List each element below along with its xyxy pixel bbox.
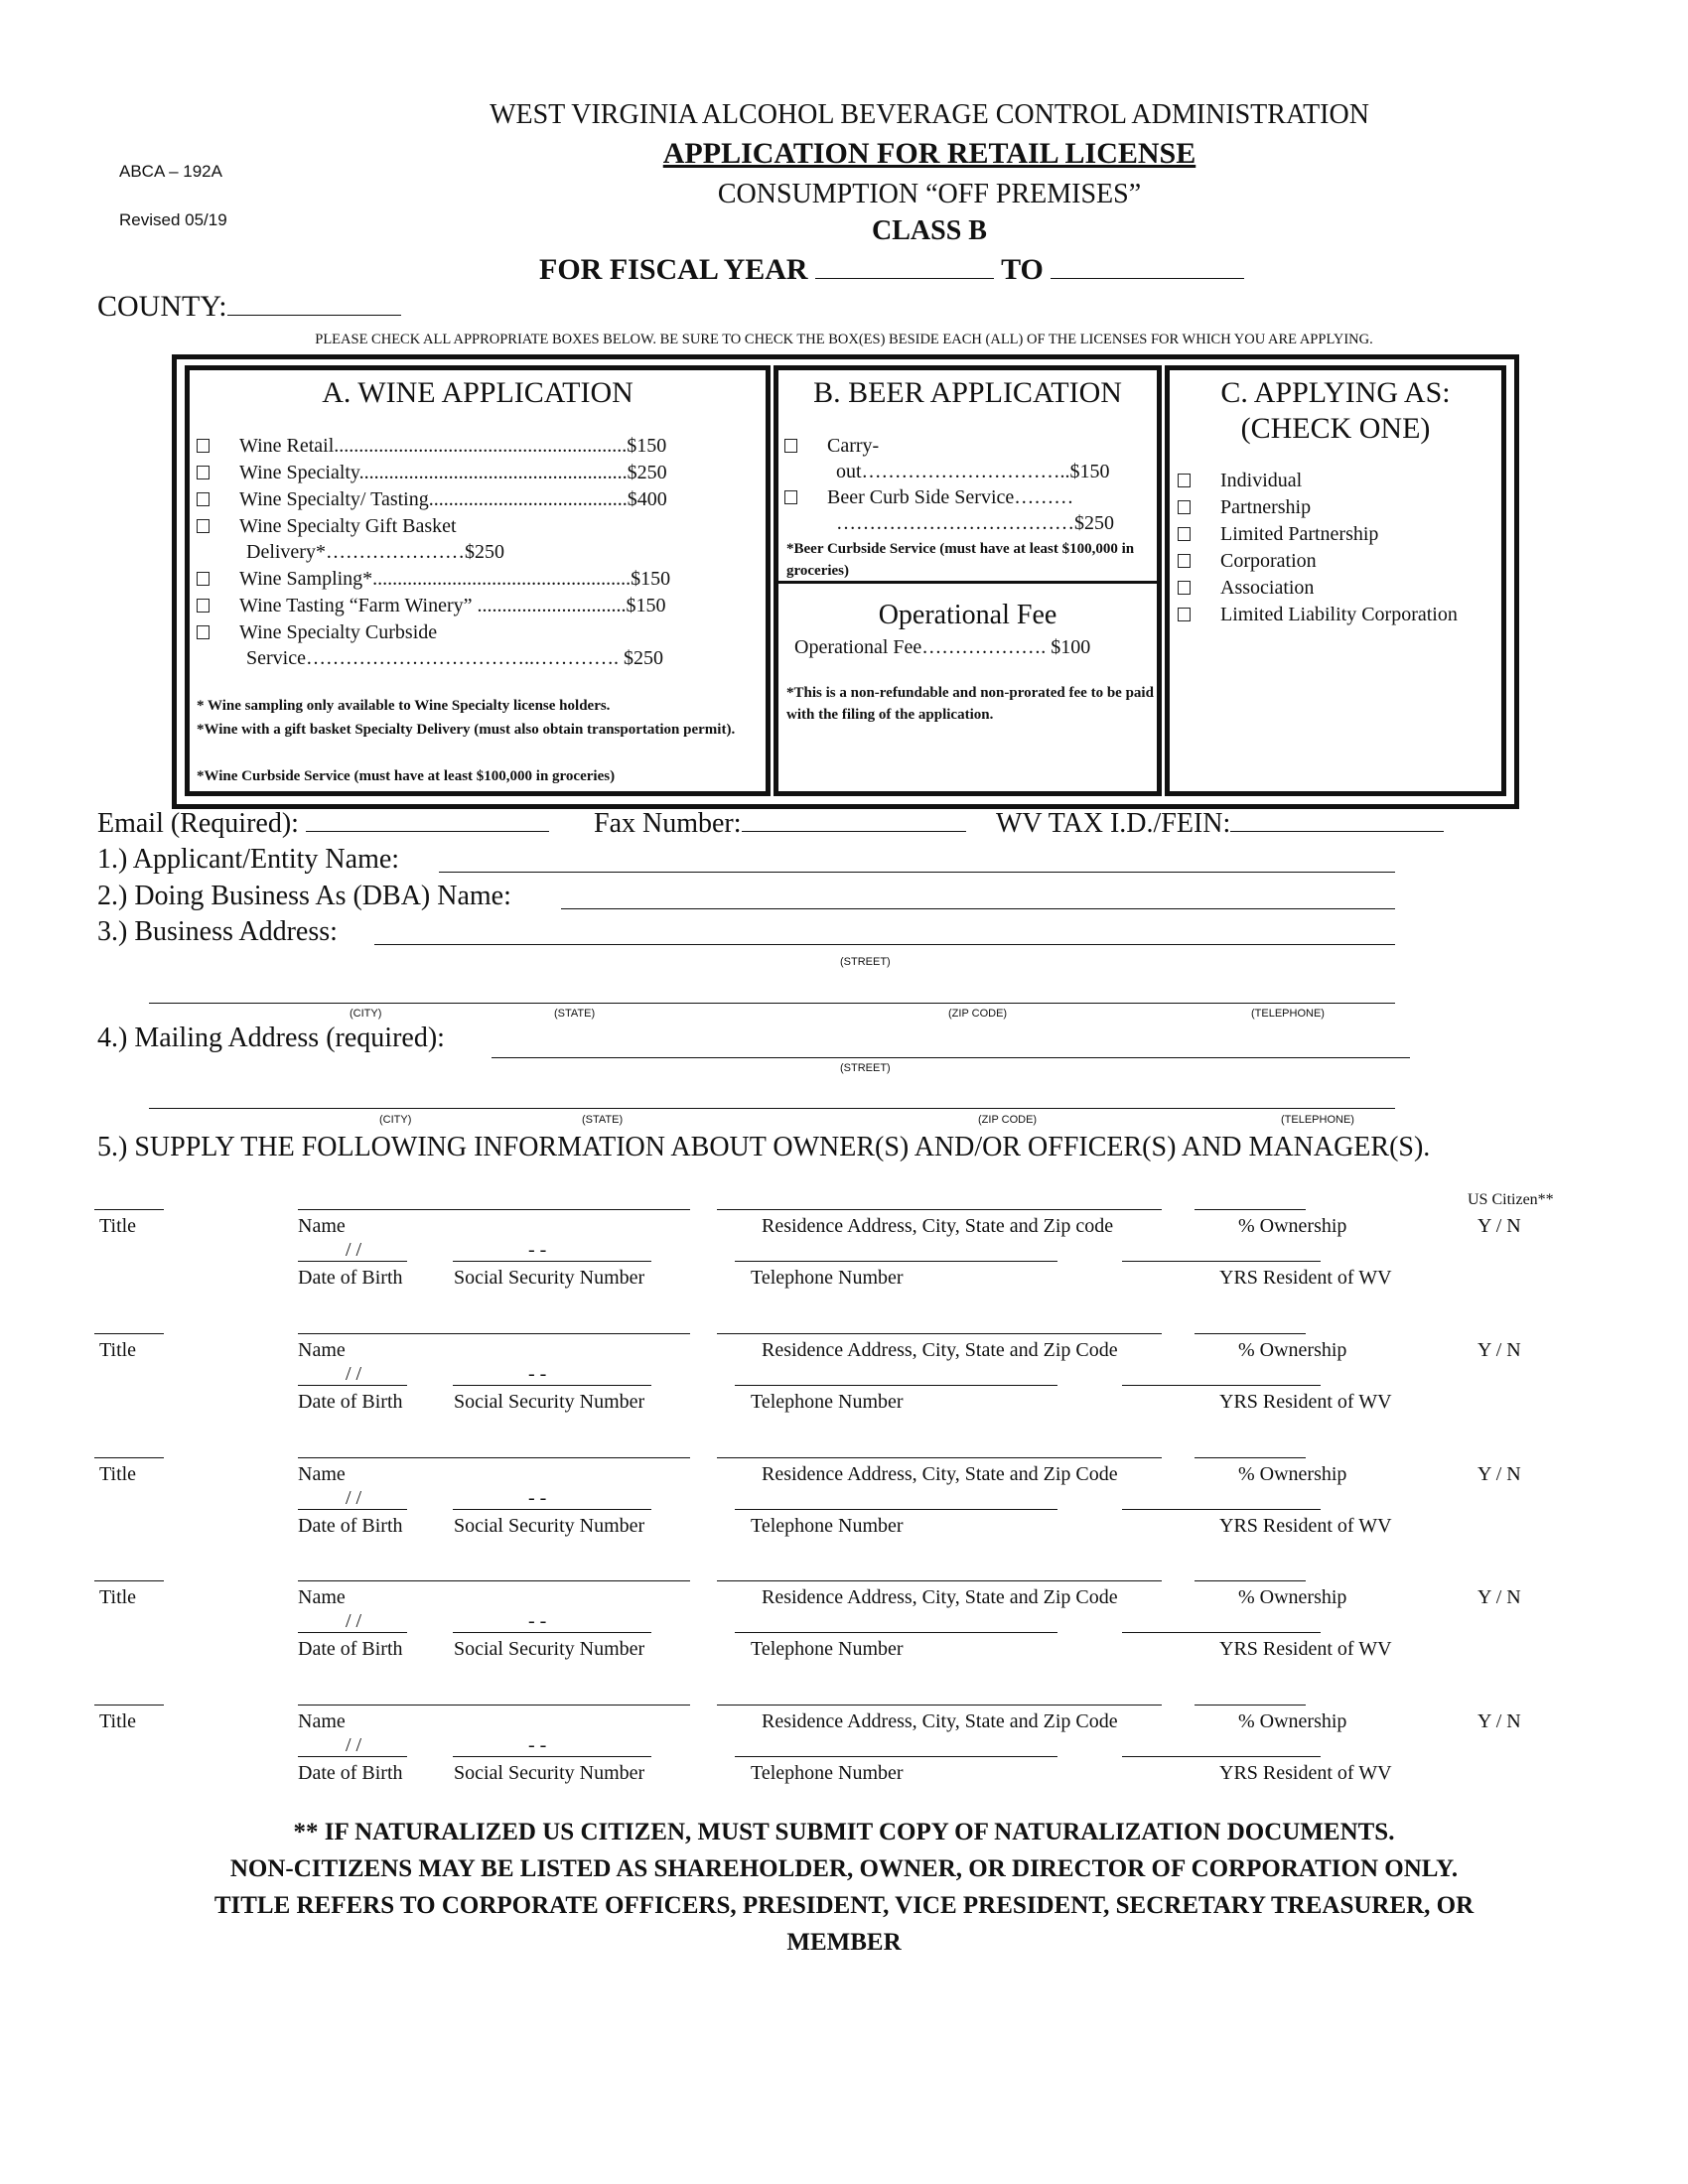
owner-yrs-label: YRS Resident of WV [1219, 1267, 1392, 1289]
us-citizen-header: US Citizen** [1468, 1191, 1554, 1208]
owner-ssn-field[interactable] [453, 1509, 651, 1510]
owner-title-field[interactable] [94, 1209, 164, 1210]
owner-block-1 [0, 1201, 1688, 1325]
owner-residence-label: Residence Address, City, State and Zip code [762, 1215, 1114, 1237]
owner-ssn-field[interactable] [453, 1756, 651, 1757]
form-code: ABCA – 192A [119, 162, 222, 181]
owner-block-5 [0, 1697, 1688, 1821]
wine-curbside-item [197, 621, 437, 644]
owner-dob-label: Date of Birth [298, 1638, 403, 1660]
owner-ownership-label: % Ownership [1238, 1339, 1347, 1361]
applicant-name-field[interactable] [439, 872, 1395, 873]
mailing-address-label: 4.) Mailing Address (required): [97, 1023, 445, 1053]
wine-retail-checkbox[interactable] [197, 439, 210, 453]
wine-curbside-label: Wine Specialty Curbside [239, 621, 438, 643]
wine-specialty-tasting-label: Wine Specialty/ Tasting........................................$400 [239, 488, 667, 510]
owner-block-2 [0, 1325, 1688, 1449]
operational-fee-line: Operational Fee………………. $100 [794, 636, 1091, 658]
fiscal-year-label: FOR FISCAL YEAR [539, 253, 808, 286]
wine-gift-basket-checkbox[interactable] [197, 519, 210, 533]
owner-yrs-field[interactable] [1122, 1632, 1321, 1633]
owner-dob-marks: / / [346, 1487, 362, 1509]
owner-phone-field[interactable] [735, 1261, 1057, 1262]
owner-name-label: Name [298, 1463, 346, 1485]
owner-yrs-label: YRS Resident of WV [1219, 1762, 1392, 1784]
limited-partnership-checkbox[interactable] [1178, 527, 1191, 541]
tax-row [996, 808, 1444, 840]
owner-ssn-field[interactable] [453, 1385, 651, 1386]
wine-sampling-item [197, 568, 670, 591]
fiscal-year-to-label: TO [1001, 253, 1044, 286]
individual-checkbox[interactable] [1178, 474, 1191, 487]
wine-tasting-item [197, 488, 667, 511]
owner-ssn-marks: - - [528, 1734, 547, 1756]
owner-dob-field[interactable] [298, 1509, 407, 1510]
fiscal-year-start-field[interactable] [815, 278, 994, 279]
owner-phone-label: Telephone Number [751, 1762, 904, 1784]
owner-name-label: Name [298, 1215, 346, 1237]
fax-label: Fax Number: [594, 808, 742, 839]
owner-dob-field[interactable] [298, 1261, 407, 1262]
owner-dob-label: Date of Birth [298, 1391, 403, 1413]
owner-ownership-label: % Ownership [1238, 1463, 1347, 1485]
instructions: PLEASE CHECK ALL APPROPRIATE BOXES BELOW. BE SURE TO CHECK THE BOX(ES) BESIDE EACH (ALL) OF THE LICENSES FOR WHICH YOU ARE APPLYING. [315, 332, 1373, 347]
wine-note-gift-basket: *Wine with a gift basket Specialty Delivery (must also obtain transportation permit). [197, 722, 736, 738]
applying-corporation [1178, 550, 1317, 573]
beer-curbside-fee: ………………………………$250 [836, 512, 1114, 534]
owner-ssn-marks: - - [528, 1239, 547, 1261]
page-subtitle: CONSUMPTION “OFF PREMISES” [717, 179, 1142, 209]
form-revised: Revised 05/19 [119, 210, 227, 229]
wine-gift-basket-label: Wine Specialty Gift Basket [239, 515, 457, 537]
owner-dob-marks: / / [346, 1363, 362, 1385]
owner-yrs-field[interactable] [1122, 1261, 1321, 1262]
corporation-checkbox[interactable] [1178, 554, 1191, 568]
owner-citizen-yn[interactable]: Y / N [1477, 1215, 1521, 1237]
owner-residence-field[interactable] [717, 1705, 1162, 1706]
owner-dob-marks: / / [346, 1610, 362, 1632]
owner-phone-field[interactable] [735, 1632, 1057, 1633]
owner-phone-label: Telephone Number [751, 1391, 904, 1413]
owner-title-label: Title [99, 1215, 137, 1237]
dba-name-field[interactable] [561, 908, 1395, 909]
association-checkbox[interactable] [1178, 581, 1191, 595]
owner-name-label: Name [298, 1339, 346, 1361]
owner-title-field[interactable] [94, 1580, 164, 1581]
owner-yrs-label: YRS Resident of WV [1219, 1515, 1392, 1537]
owner-phone-field[interactable] [735, 1385, 1057, 1386]
owner-dob-label: Date of Birth [298, 1762, 403, 1784]
corporation-label: Corporation [1220, 550, 1317, 572]
fiscal-year-end-field[interactable] [1051, 278, 1244, 279]
owner-block-4 [0, 1572, 1688, 1697]
business-city-caption: (CITY) [350, 1008, 382, 1020]
mailing-state-caption: (STATE) [582, 1114, 624, 1126]
wine-farm-winery-item [197, 595, 666, 617]
business-city-line-field[interactable] [149, 1003, 1395, 1004]
owner-ownership-field[interactable] [1195, 1457, 1306, 1458]
owner-citizen-yn[interactable]: Y / N [1477, 1463, 1521, 1485]
wine-curbside-checkbox[interactable] [197, 625, 210, 639]
owner-ssn-label: Social Security Number [454, 1515, 645, 1537]
email-label: Email (Required): [97, 808, 299, 839]
business-zip-caption: (ZIP CODE) [948, 1008, 1008, 1020]
footer-line-3: TITLE REFERS TO CORPORATE OFFICERS, PRESIDENT, VICE PRESIDENT, SECRETARY TREASURER, OR [213, 1892, 1475, 1919]
wine-note-curbside: *Wine Curbside Service (must have at least $100,000 in groceries) [197, 768, 616, 784]
wine-sampling-checkbox[interactable] [197, 572, 210, 586]
beer-carryout-fee: out…………………………..$150 [836, 461, 1110, 482]
section5-heading: 5.) SUPPLY THE FOLLOWING INFORMATION ABOUT OWNER(S) AND/OR OFFICER(S) AND MANAGER(S). [97, 1132, 1431, 1162]
applying-individual [1178, 470, 1302, 492]
owner-residence-field[interactable] [717, 1457, 1162, 1458]
owner-yrs-label: YRS Resident of WV [1219, 1638, 1392, 1660]
owner-dob-marks: / / [346, 1239, 362, 1261]
owner-phone-field[interactable] [735, 1756, 1057, 1757]
individual-label: Individual [1220, 470, 1303, 491]
agency-name: WEST VIRGINIA ALCOHOL BEVERAGE CONTROL ADMINISTRATION [490, 99, 1369, 130]
beer-curbside-checkbox[interactable] [784, 490, 797, 504]
owner-name-label: Name [298, 1710, 346, 1732]
license-class: CLASS B [872, 215, 987, 246]
owner-ownership-label: % Ownership [1238, 1586, 1347, 1608]
beer-carryout-checkbox[interactable] [784, 439, 797, 453]
mailing-street-caption: (STREET) [840, 1062, 891, 1074]
owner-title-field[interactable] [94, 1333, 164, 1334]
owner-ownership-label: % Ownership [1238, 1710, 1347, 1732]
llc-checkbox[interactable] [1178, 608, 1191, 621]
applying-partnership [1178, 496, 1311, 519]
operational-fee-title: Operational Fee [878, 600, 1057, 630]
owner-name-label: Name [298, 1586, 346, 1608]
applicant-label: 1.) Applicant/Entity Name: [97, 844, 400, 875]
owner-ssn-field[interactable] [453, 1261, 651, 1262]
beer-curbside-note: *Beer Curbside Service (must have at least $100,000 in groceries) [786, 541, 1135, 579]
owner-phone-label: Telephone Number [751, 1267, 904, 1289]
footer-line-1: ** IF NATURALIZED US CITIZEN, MUST SUBMIT COPY OF NATURALIZATION DOCUMENTS. [293, 1819, 1395, 1845]
owner-ownership-field[interactable] [1195, 1705, 1306, 1706]
owner-residence-field[interactable] [717, 1209, 1162, 1210]
business-street-field[interactable] [374, 944, 1395, 945]
owner-yrs-field[interactable] [1122, 1385, 1321, 1386]
owner-dob-label: Date of Birth [298, 1515, 403, 1537]
wine-farm-winery-label: Wine Tasting “Farm Winery” ..............................$150 [239, 595, 666, 616]
business-telephone-caption: (TELEPHONE) [1251, 1008, 1325, 1020]
fax-field[interactable] [742, 831, 966, 832]
beer-curbside-item [784, 486, 1073, 509]
owner-citizen-yn[interactable]: Y / N [1477, 1710, 1521, 1732]
beer-box-title: B. BEER APPLICATION [813, 376, 1122, 409]
association-label: Association [1220, 577, 1315, 599]
county-label: COUNTY: [97, 290, 227, 323]
owner-ownership-field[interactable] [1195, 1209, 1306, 1210]
mailing-city-caption: (CITY) [379, 1114, 412, 1126]
footer-line-4: MEMBER [786, 1929, 902, 1956]
owner-title-field[interactable] [94, 1705, 164, 1706]
owner-phone-label: Telephone Number [751, 1638, 904, 1660]
owner-dob-marks: / / [346, 1734, 362, 1756]
tax-label: WV TAX I.D./FEIN: [996, 808, 1231, 839]
mailing-zip-caption: (ZIP CODE) [978, 1114, 1038, 1126]
owner-ssn-label: Social Security Number [454, 1762, 645, 1784]
footer-line-2: NON-CITIZENS MAY BE LISTED AS SHAREHOLDER, OWNER, OR DIRECTOR OF CORPORATION ONLY. [229, 1855, 1459, 1882]
tax-id-field[interactable] [1230, 831, 1444, 832]
email-row [97, 808, 549, 840]
owner-residence-field[interactable] [717, 1580, 1162, 1581]
owner-title-label: Title [99, 1463, 137, 1485]
mailing-street-field[interactable] [492, 1057, 1410, 1058]
owner-ssn-marks: - - [528, 1487, 547, 1509]
owner-phone-field[interactable] [735, 1509, 1057, 1510]
beer-curbside-label: Beer Curb Side Service……… [827, 486, 1074, 508]
owner-ssn-label: Social Security Number [454, 1391, 645, 1413]
owner-name-field[interactable] [298, 1705, 690, 1706]
owner-yrs-label: YRS Resident of WV [1219, 1391, 1392, 1413]
limited-partnership-label: Limited Partnership [1220, 523, 1379, 545]
applying-llc [1178, 604, 1458, 626]
page-title: APPLICATION FOR RETAIL LICENSE [662, 137, 1196, 170]
owner-citizen-yn[interactable]: Y / N [1477, 1339, 1521, 1361]
owner-name-field[interactable] [298, 1209, 690, 1210]
owner-dob-field[interactable] [298, 1632, 407, 1633]
owner-name-field[interactable] [298, 1333, 690, 1334]
beer-carryout-item [784, 435, 879, 458]
applying-as-subtitle: (CHECK ONE) [1240, 412, 1431, 445]
business-state-caption: (STATE) [554, 1008, 596, 1020]
business-address-label: 3.) Business Address: [97, 916, 338, 947]
county-field[interactable] [227, 315, 401, 316]
applying-association [1178, 577, 1314, 600]
owner-title-label: Title [99, 1710, 137, 1732]
wine-box-title: A. WINE APPLICATION [322, 376, 633, 409]
owner-citizen-yn[interactable]: Y / N [1477, 1586, 1521, 1608]
beer-carryout-label: Carry- [827, 435, 880, 457]
owner-title-label: Title [99, 1586, 137, 1608]
owner-name-field[interactable] [298, 1580, 690, 1581]
owner-name-field[interactable] [298, 1457, 690, 1458]
mailing-telephone-caption: (TELEPHONE) [1281, 1114, 1354, 1126]
fiscal-year [539, 253, 1244, 287]
owner-ssn-label: Social Security Number [454, 1267, 645, 1289]
county-row [97, 290, 401, 324]
owner-ssn-marks: - - [528, 1363, 547, 1385]
applying-limited-partnership [1178, 523, 1378, 546]
owner-block-3 [0, 1449, 1688, 1573]
wine-retail-label: Wine Retail...........................................................$150 [239, 435, 667, 457]
email-field[interactable] [306, 831, 549, 832]
owner-dob-label: Date of Birth [298, 1267, 403, 1289]
owner-residence-label: Residence Address, City, State and Zip Code [762, 1586, 1118, 1608]
owner-dob-field[interactable] [298, 1756, 407, 1757]
owner-ownership-label: % Ownership [1238, 1215, 1347, 1237]
owner-ssn-label: Social Security Number [454, 1638, 645, 1660]
wine-farm-winery-checkbox[interactable] [197, 599, 210, 613]
owner-title-field[interactable] [94, 1457, 164, 1458]
owner-residence-label: Residence Address, City, State and Zip Code [762, 1710, 1118, 1732]
wine-specialty-label: Wine Specialty......................................................$250 [239, 462, 667, 483]
wine-gift-basket-fee: Delivery*…………………$250 [246, 541, 504, 563]
operational-fee-note: *This is a non-refundable and non-prorated fee to be paid with the filing of the application. [786, 685, 1154, 723]
business-street-caption: (STREET) [840, 956, 891, 968]
owner-residence-label: Residence Address, City, State and Zip Code [762, 1339, 1118, 1361]
wine-sampling-label: Wine Sampling*....................................................$150 [239, 568, 671, 590]
owner-ssn-marks: - - [528, 1610, 547, 1632]
fax-row [594, 808, 966, 840]
wine-retail-item [197, 435, 666, 458]
owner-title-label: Title [99, 1339, 137, 1361]
applying-as-title: C. APPLYING AS: [1220, 376, 1451, 409]
owner-dob-field[interactable] [298, 1385, 407, 1386]
wine-curbside-fee: Service……………………………..…………. $250 [246, 647, 663, 669]
wine-specialty-item [197, 462, 667, 484]
owner-phone-label: Telephone Number [751, 1515, 904, 1537]
owner-yrs-field[interactable] [1122, 1756, 1321, 1757]
owner-ssn-field[interactable] [453, 1632, 651, 1633]
dba-label: 2.) Doing Business As (DBA) Name: [97, 881, 511, 911]
wine-gift-basket-item [197, 515, 457, 538]
wine-note-sampling: * Wine sampling only available to Wine Specialty license holders. [197, 698, 611, 714]
owner-residence-label: Residence Address, City, State and Zip Code [762, 1463, 1118, 1485]
llc-label: Limited Liability Corporation [1220, 604, 1458, 625]
owner-ownership-field[interactable] [1195, 1333, 1306, 1334]
owner-yrs-field[interactable] [1122, 1509, 1321, 1510]
mailing-city-line-field[interactable] [149, 1108, 1395, 1109]
wine-specialty-checkbox[interactable] [197, 466, 210, 479]
wine-specialty-tasting-checkbox[interactable] [197, 492, 210, 506]
owner-residence-field[interactable] [717, 1333, 1162, 1334]
partnership-label: Partnership [1220, 496, 1312, 518]
owner-ownership-field[interactable] [1195, 1580, 1306, 1581]
partnership-checkbox[interactable] [1178, 500, 1191, 514]
